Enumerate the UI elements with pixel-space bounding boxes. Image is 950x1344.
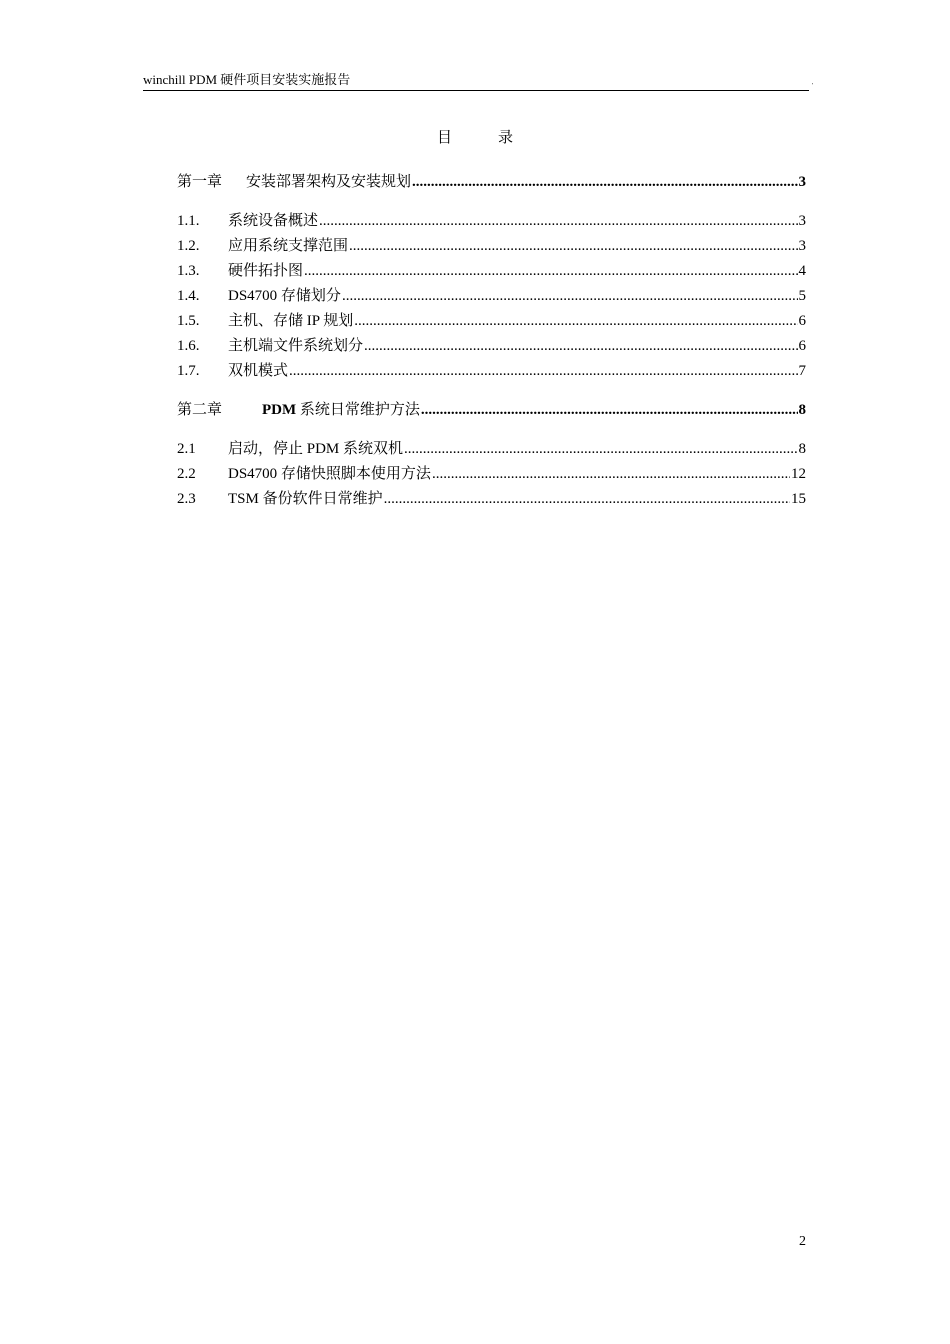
toc-leader-dots (421, 398, 798, 423)
toc-entry-number: 2.2 (177, 466, 196, 482)
toc-entry-title: DS4700 存储快照脚本使用方法 (228, 466, 431, 482)
toc-chapter-number: 第二章 (177, 402, 223, 418)
toc-entry[interactable] (177, 284, 806, 309)
toc-chapter-title: 安装部署架构及安装规划 (246, 174, 412, 190)
header-mark: ' (811, 83, 813, 89)
toc-page-number: 6 (798, 338, 806, 354)
toc-leader-dots (342, 284, 798, 309)
toc-page-number: 5 (798, 288, 806, 304)
toc-entry-title: 系统设备概述 (228, 213, 319, 229)
toc-entry-number: 1.6. (177, 338, 200, 354)
toc-entry-number: 1.2. (177, 238, 200, 254)
toc-title (0, 126, 950, 147)
toc-entry[interactable] (177, 234, 806, 259)
header-title: winchill PDM 硬件项目安装实施报告 (143, 72, 351, 87)
toc-leader-dots (304, 259, 797, 284)
toc-page-number: 3 (798, 213, 806, 229)
page-number: 2 (799, 1234, 806, 1249)
toc-page-number: 12 (791, 466, 806, 482)
toc-leader-dots (384, 487, 790, 512)
toc-chapter-1[interactable] (177, 170, 806, 195)
toc-entry[interactable] (177, 462, 806, 487)
toc-entry[interactable] (177, 259, 806, 284)
running-header (143, 72, 813, 91)
toc-entry[interactable] (177, 209, 806, 234)
toc-page-number: 15 (791, 491, 806, 507)
toc-entry-title: DS4700 存储划分 (228, 288, 341, 304)
table-of-contents (177, 170, 806, 512)
toc-entry-number: 1.7. (177, 363, 200, 379)
toc-chapter-number: 第一章 (177, 174, 223, 190)
toc-page-number: 6 (798, 313, 806, 329)
toc-chapter-title-bold: PDM (262, 402, 297, 418)
toc-entry-title: 双机模式 (228, 363, 289, 379)
toc-page-number: 4 (798, 263, 806, 279)
toc-page-number: 8 (798, 402, 806, 418)
toc-page-number: 3 (798, 174, 806, 190)
toc-entry-title: TSM 备份软件日常维护 (228, 491, 383, 507)
toc-entry-title: 主机、存储 IP 规划 (228, 313, 354, 329)
toc-leader-dots (349, 234, 797, 259)
toc-chapter-title (262, 398, 420, 423)
toc-title-left: 目 (436, 130, 452, 146)
toc-entry-number: 1.5. (177, 313, 200, 329)
toc-chapter-title-rest: 系统日常维护方法 (296, 402, 420, 418)
toc-entry[interactable] (177, 359, 806, 384)
toc-entry-title: 应用系统支撑范围 (228, 238, 349, 254)
toc-page-number: 8 (798, 441, 806, 457)
toc-entry-number: 1.1. (177, 213, 200, 229)
toc-entry-title: 启动，停止 PDM 系统双机 (228, 441, 404, 457)
toc-entry-number: 2.1 (177, 441, 196, 457)
toc-entry-title: 主机端文件系统划分 (228, 338, 364, 354)
toc-leader-dots (354, 309, 797, 334)
toc-chapter-2[interactable] (177, 398, 806, 423)
toc-leader-dots (432, 462, 790, 487)
toc-entry-number: 1.3. (177, 263, 200, 279)
toc-leader-dots (364, 334, 797, 359)
toc-entry[interactable] (177, 437, 806, 462)
toc-entry[interactable] (177, 309, 806, 334)
toc-page-number: 3 (798, 238, 806, 254)
toc-title-right: 录 (498, 130, 514, 146)
toc-entry-title: 硬件拓扑图 (228, 263, 304, 279)
toc-leader-dots (289, 359, 797, 384)
toc-leader-dots (404, 437, 797, 462)
toc-entry[interactable] (177, 334, 806, 359)
toc-page-number: 7 (798, 363, 806, 379)
toc-entry-number: 1.4. (177, 288, 200, 304)
toc-entry-number: 2.3 (177, 491, 196, 507)
toc-leader-dots (412, 170, 797, 195)
toc-leader-dots (319, 209, 797, 234)
toc-entry[interactable] (177, 487, 806, 512)
